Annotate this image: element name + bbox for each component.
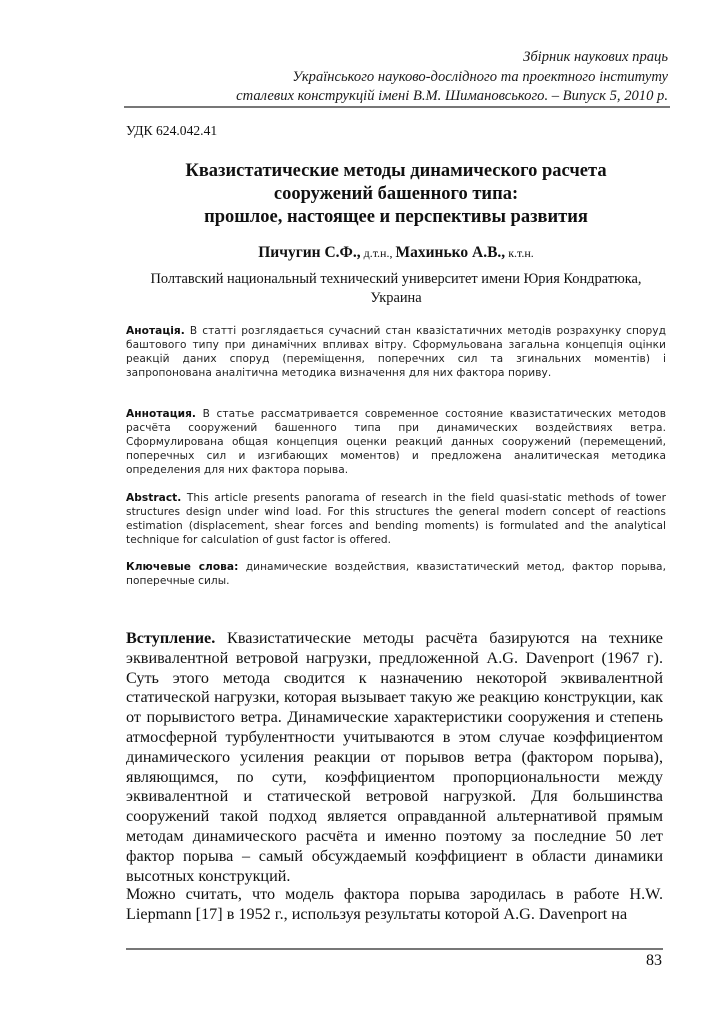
title-line-3: прошлое, настоящее и перспективы развития xyxy=(204,207,588,227)
page-number: 83 xyxy=(646,952,662,969)
running-head-line-3: сталевих конструкцій імені В.М. Шимановського. – Випуск 5, 2010 р. xyxy=(236,88,668,104)
abstract-en-text: This article presents panorama of research in the field quasi-static methods of tower structures design under wind load. For this structures the general modern concept of reactions estimation (displacement, shear forces and bending moments) is formulated and the analytical technique for calculation of gust factor is offered. xyxy=(126,492,666,546)
intro-label: Вступление. xyxy=(126,629,216,647)
abstract-en-label: Abstract. xyxy=(126,492,182,504)
abstract-english xyxy=(126,491,666,547)
affiliation: Полтавский национальный технический университет имени Юрия Кондратюка, Украина xyxy=(150,271,642,306)
article-title xyxy=(126,160,666,229)
running-head xyxy=(108,48,668,107)
title-line-2: сооружений башенного типа: xyxy=(273,184,519,204)
abstract-ua-label: Анотація. xyxy=(126,325,185,337)
body-paragraph-2: Можно считать, что модель фактора порыва зародилась в работе H.W. Liepmann [17] в 1952 г., используя результаты которой A.G. Davenport на xyxy=(126,885,663,923)
author-1-degree: д.т.н., xyxy=(360,246,396,260)
footer-divider xyxy=(126,948,663,950)
intro-text: Квазистатические методы расчёта базируются на технике эквивалентной ветровой нагрузки, предложенной A.G. Davenport (1967 г). Суть этого метода сводится к назначению некоторой эквивалентной статической нагрузки, которая вызывает такую же реакцию конструкции, как от порывистого ветра. Динамические характеристики сооружения и степень атмосферной турбулентности учитываются в этом случае коэффициентом динамического усиления реакции от порывов ветра (фактором порыва), являющимся, по сути, коэффициентом пропорциональности между эквивалентной и статической ветровой нагрузкой. Для большинства сооружений такой подход является оправданной альтернативой прямым методам динамического расчёта и именно поэтому за последние 50 лет фактор порыва – самый обсуждаемый коэффициент в области динамики высотных конструкций. xyxy=(126,629,663,885)
header-divider xyxy=(124,106,670,108)
author-2-name: Махинько А.В., xyxy=(395,244,506,261)
author-1-name: Пичугин С.Ф., xyxy=(258,244,361,261)
abstract-russian xyxy=(126,407,666,477)
abstract-ukrainian xyxy=(126,324,666,380)
running-head-line-2: Українського науково-дослідного та проектного інституту xyxy=(292,68,668,85)
authors xyxy=(126,244,666,262)
title-line-1: Квазистатические методы динамического расчета xyxy=(185,161,607,181)
intro-paragraph xyxy=(126,629,663,886)
keywords xyxy=(126,560,666,588)
abstract-ua-text: В статті розглядається сучасний стан квазістатичних методів розрахунку споруд баштового типу при динамічних впливах вітру. Сформульована загальна концепція оцінки реакцій даних споруд (переміщення, поперечних сил та згинальних моментів) і запропонована аналітична методика визначення для них фактора пориву. xyxy=(126,325,666,379)
abstract-ru-label: Аннотация. xyxy=(126,408,197,420)
keywords-text: динамические воздействия, квазистатический метод, фактор порыва, поперечные силы. xyxy=(126,561,666,587)
running-head-line-1: Збірник наукових праць xyxy=(523,49,668,65)
keywords-label: Ключевые слова: xyxy=(126,561,239,573)
udk-code: УДК 624.042.41 xyxy=(126,123,218,138)
author-2-degree: к.т.н. xyxy=(505,246,534,260)
abstract-ru-text: В статье рассматривается современное состояние квазистатических методов расчёта сооружений башенного типа при динамических воздействиях ветра. Сформулирована общая концепция оценки реакций данных сооружений (перемещений, поперечных сил и изгибающих моментов) и предложена аналитическая методика определения для них фактора порыва. xyxy=(126,408,666,476)
